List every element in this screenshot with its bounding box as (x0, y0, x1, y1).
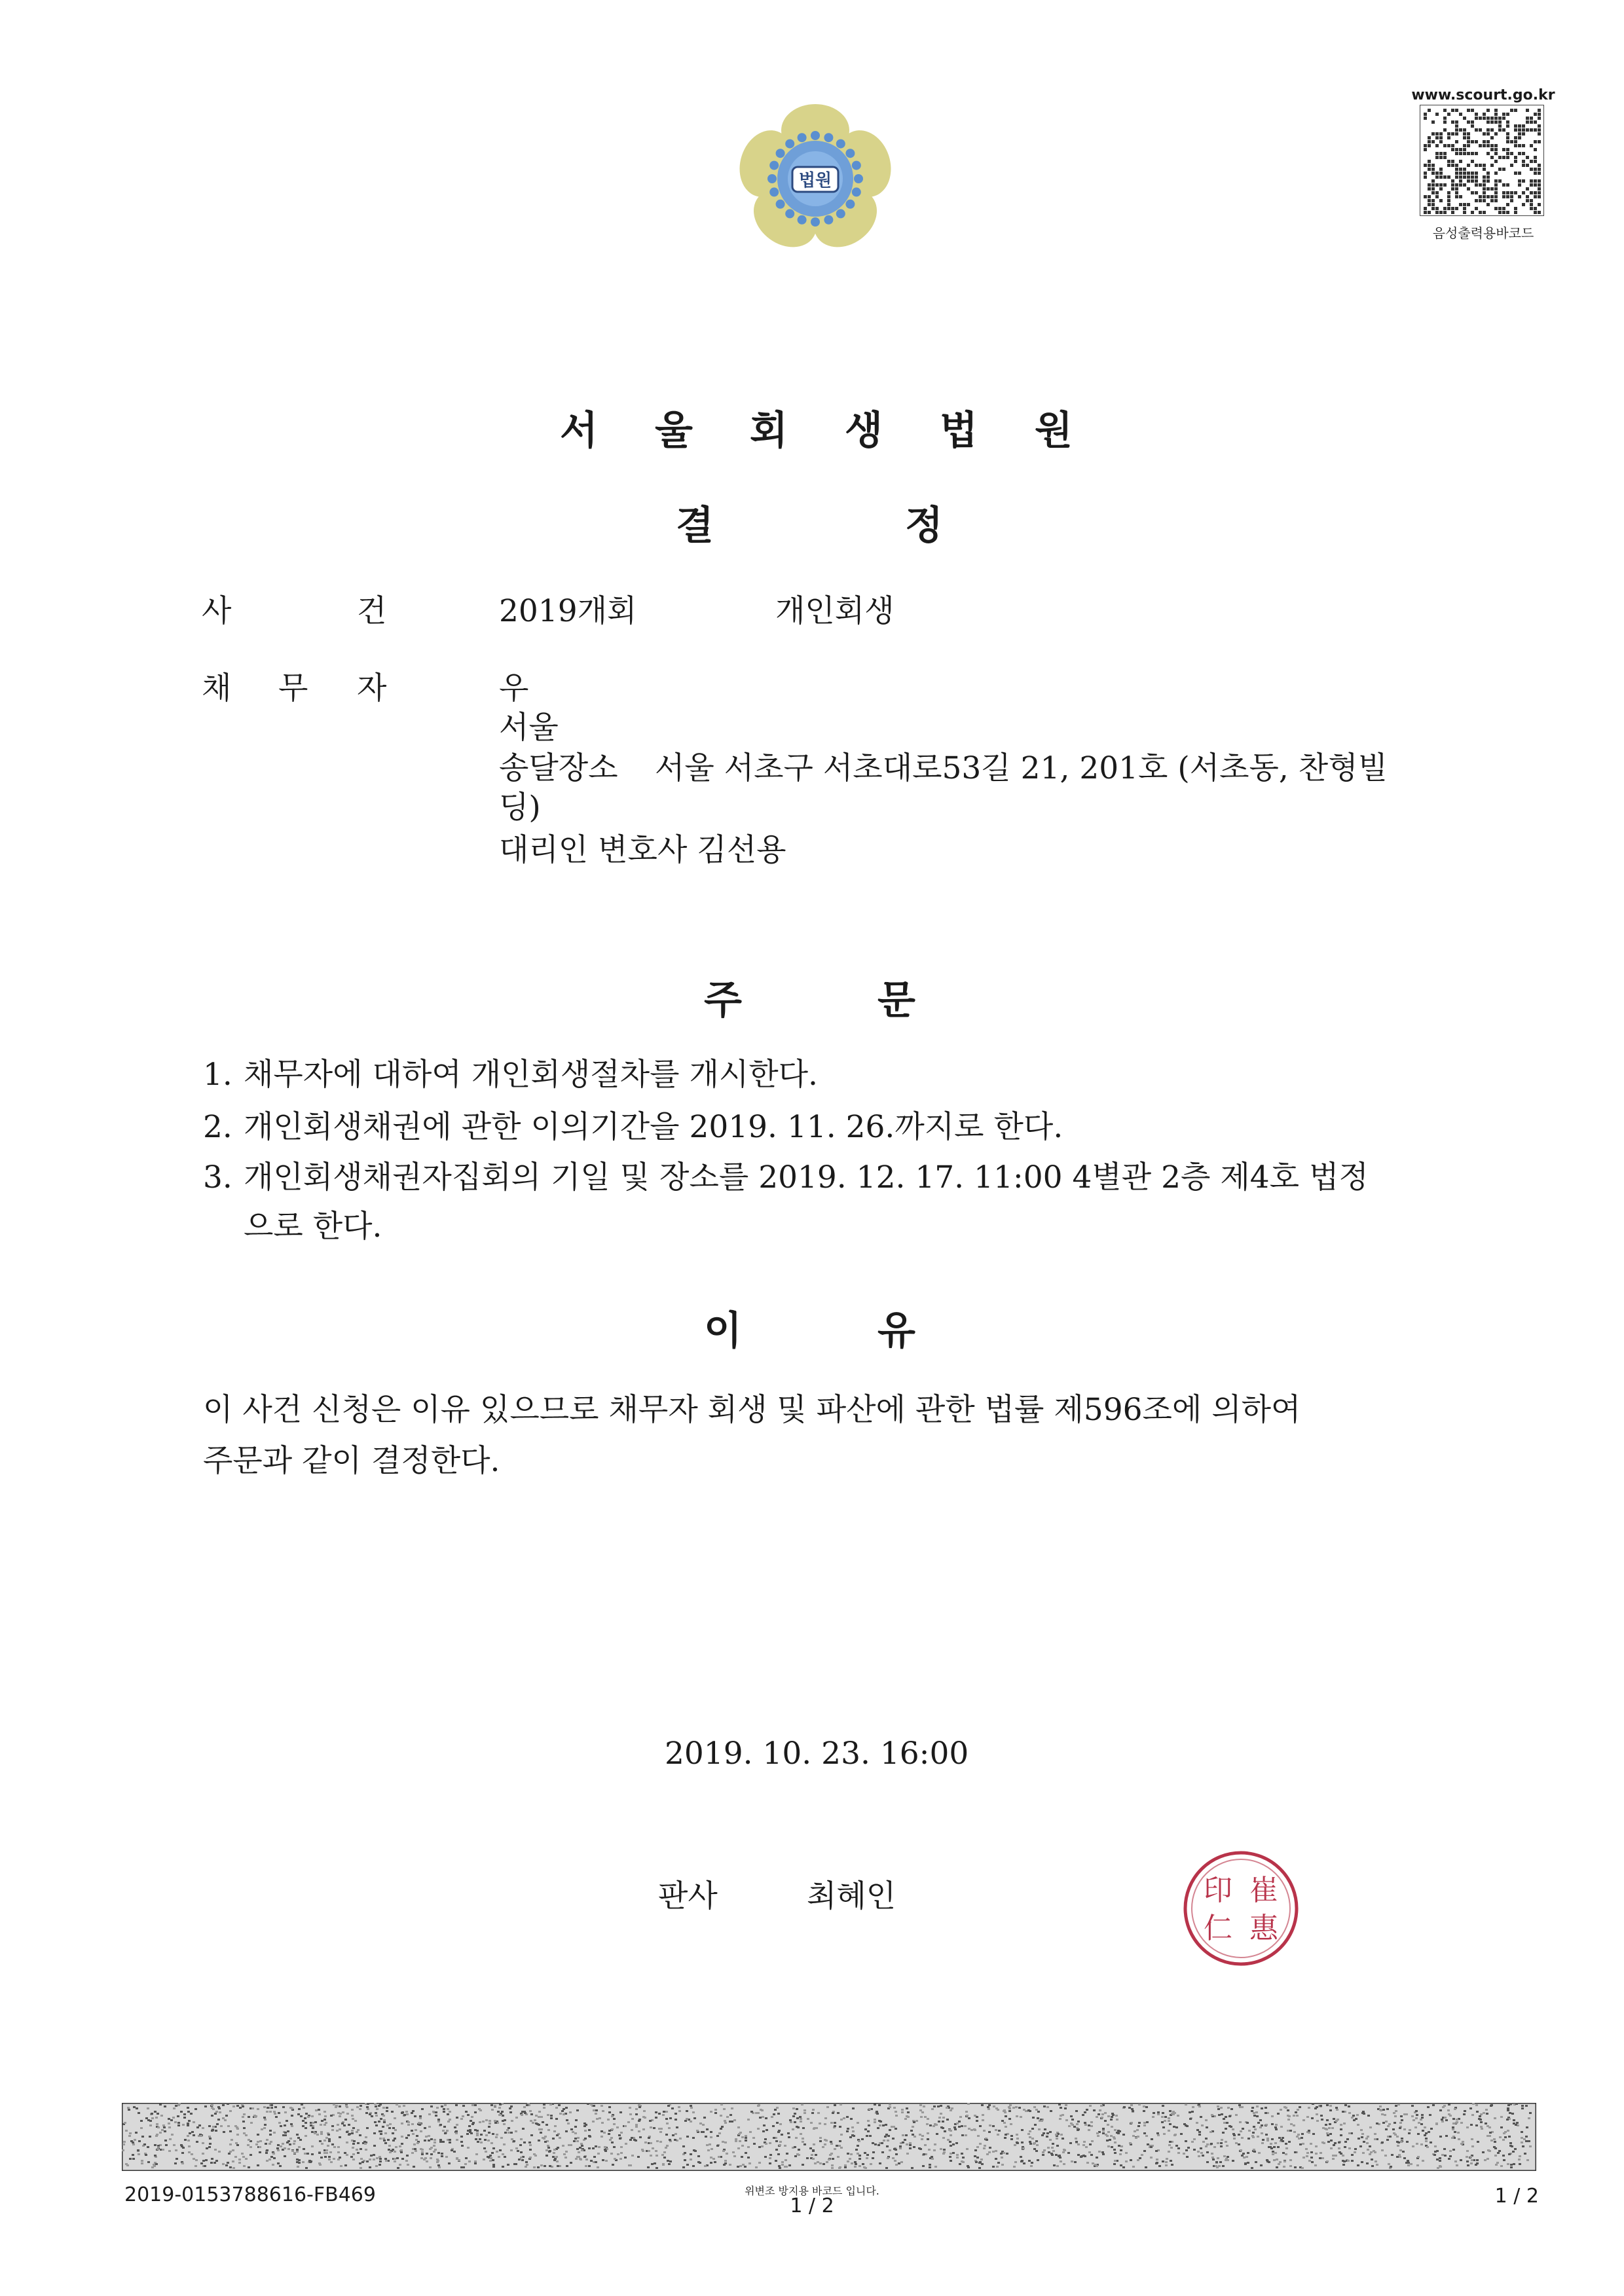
debtor-label-char: 자 (357, 670, 387, 706)
order-title-char: 문 (877, 977, 915, 1023)
debtor-agent: 대리인 변호사 김선용 (499, 832, 786, 868)
reason-text-line1: 이 사건 신청은 이유 있으므로 채무자 회생 및 파산에 관한 법률 제596조에 의하여 (203, 1392, 1301, 1428)
court-title-char: 서 (560, 408, 598, 454)
order-title-char: 주 (704, 977, 742, 1023)
court-title-char: 원 (1035, 408, 1073, 454)
delivery-address-line2: 딩) (499, 790, 541, 826)
court-title-char: 울 (655, 408, 693, 454)
doc-title-char: 정 (905, 503, 943, 549)
seal-char: 印 (1204, 1874, 1232, 1907)
emblem-label: 법원 (798, 171, 832, 191)
judge-title: 판사 (658, 1878, 718, 1914)
court-emblem-icon (730, 101, 900, 259)
document-id: 2019-0153788616-FB469 (124, 2183, 376, 2206)
order-item-number: 1. (203, 1057, 232, 1093)
order-item-number: 2. (203, 1109, 232, 1145)
debtor-name: 우 (499, 670, 529, 706)
case-label-char: 건 (357, 593, 387, 629)
court-title-char: 생 (845, 408, 883, 454)
judge-name: 최혜인 (807, 1878, 896, 1914)
page-number-center: 1 / 2 (790, 2195, 834, 2217)
delivery-address-line1: 서울 서초구 서초대로53길 21, 201호 (서초동, 찬형빌 (655, 750, 1388, 786)
anti-forgery-barcode-icon (122, 2103, 1536, 2171)
case-type: 개인회생 (775, 593, 895, 629)
seal-char: 惠 (1249, 1912, 1278, 1945)
order-item-text: 개인회생채권자집회의 기일 및 장소를 2019. 12. 17. 11:00 4별관 2층 제4호 법정 (244, 1159, 1369, 1195)
seal-char: 仁 (1204, 1912, 1232, 1945)
order-item-continuation: 으로 한다. (244, 1209, 382, 1245)
seal-char: 崔 (1249, 1874, 1278, 1907)
judge-seal-icon (1179, 1846, 1303, 1971)
reason-text-line2: 주문과 같이 결정한다. (203, 1443, 500, 1479)
reason-title-char: 이 (704, 1308, 742, 1354)
barcode-notice: 위변조 방지용 바코드 입니다. (745, 2185, 879, 2197)
debtor-label-char: 무 (278, 670, 308, 706)
reason-title-char: 유 (877, 1308, 915, 1354)
decision-date: 2019. 10. 23. 16:00 (665, 1736, 969, 1772)
order-item-text: 채무자에 대하여 개인회생절차를 개시한다. (244, 1057, 818, 1093)
debtor-address: 서울 (499, 710, 559, 746)
qr-code-icon (1420, 105, 1544, 216)
delivery-label: 송달장소 (499, 750, 618, 786)
order-item-number: 3. (203, 1159, 232, 1195)
order-item-text: 개인회생채권에 관한 이의기간을 2019. 11. 26.까지로 한다. (244, 1109, 1063, 1145)
case-number: 2019개회 (499, 593, 637, 629)
case-label-char: 사 (202, 593, 232, 629)
qr-caption: 음성출력용바코드 (1432, 225, 1534, 241)
court-url: www.scourt.go.kr (1411, 87, 1555, 103)
page-number-right: 1 / 2 (1494, 2185, 1539, 2208)
debtor-label-char: 채 (202, 670, 232, 706)
court-title-char: 법 (940, 408, 978, 454)
court-title-char: 회 (750, 408, 788, 454)
doc-title-char: 결 (676, 503, 714, 549)
